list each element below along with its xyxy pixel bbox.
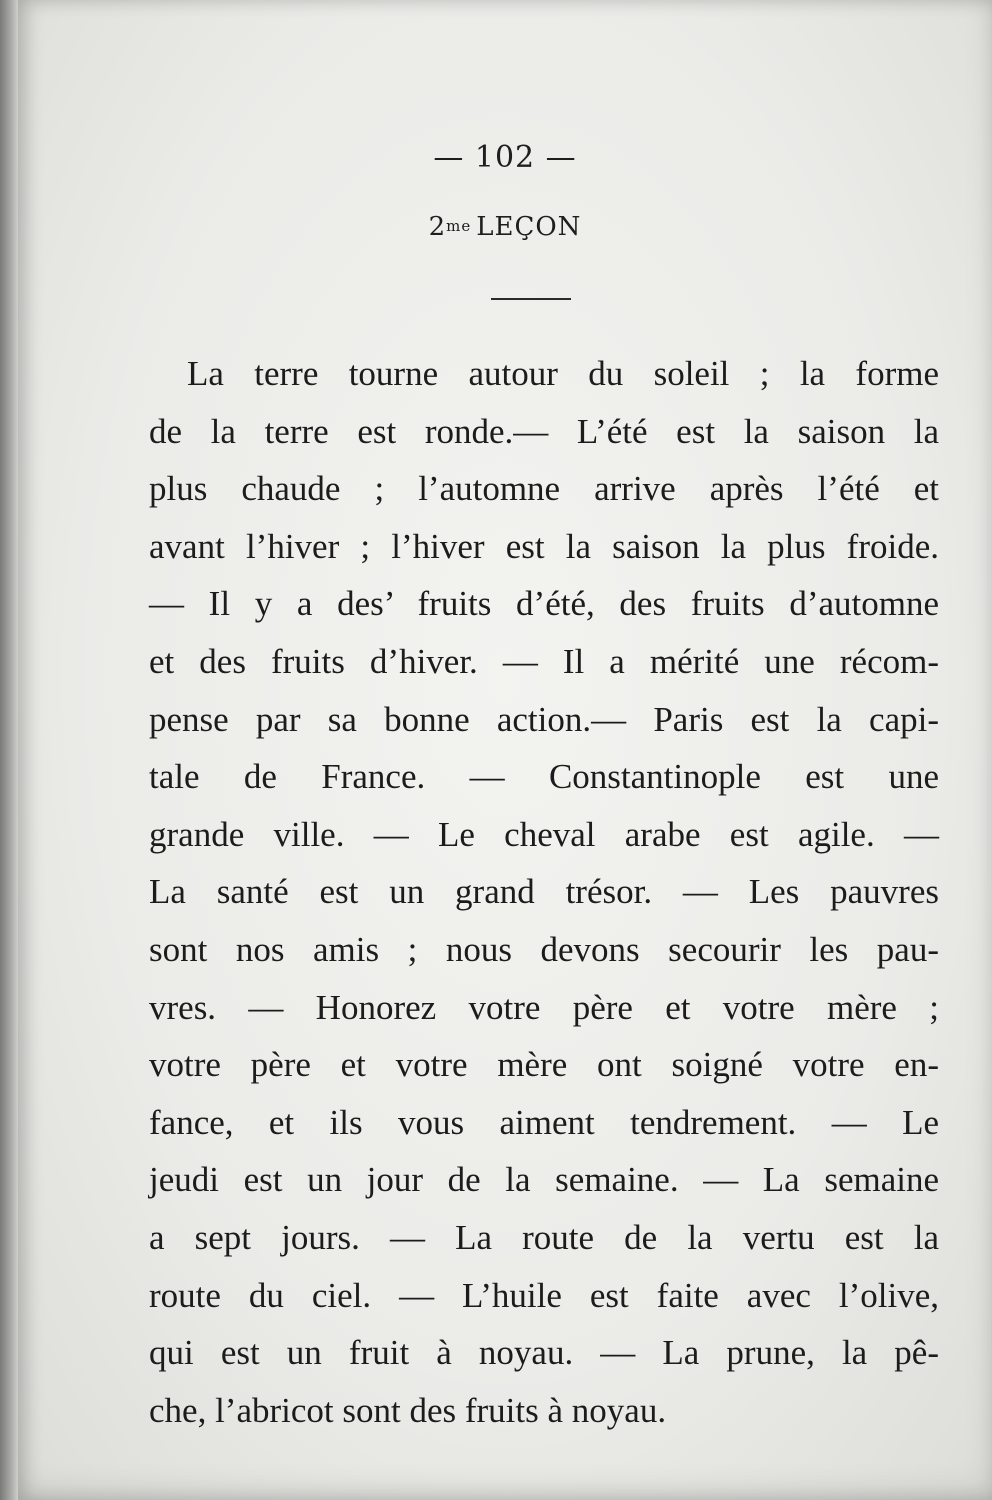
text-line: La santé est un grand trésor. — Les pauvres [149, 872, 939, 912]
page-number: — 102 — [433, 140, 577, 175]
lesson-ordinal: 2 [428, 212, 447, 242]
text-line: et des fruits d’hiver. — Il a mérité une récom- [149, 641, 939, 681]
text-line: tale de France. — Constantinople est une [149, 757, 939, 797]
text-line: a sept jours. — La route de la vertu est la [149, 1217, 939, 1257]
text-line: vres. — Honorez votre père et votre mère ; [149, 987, 939, 1027]
text-line: — Il y a des’ fruits d’été, des fruits d’automne [149, 584, 939, 624]
text-line: jeudi est un jour de la semaine. — La semaine [149, 1160, 939, 1200]
text-line: qui est un fruit à noyau. — La prune, la pê- [149, 1333, 939, 1373]
text-line: votre père et votre mère ont soigné votre en- [149, 1045, 939, 1085]
lesson-title: LEÇON [476, 212, 582, 242]
text-line: La terre tourne autour du soleil ; la forme [187, 354, 939, 393]
text-line: plus chaude ; l’automne arrive après l’été et [149, 469, 939, 509]
heading-divider [491, 298, 571, 300]
book-page [18, 0, 992, 1500]
lesson-ordinal-suffix: me [446, 217, 472, 235]
lesson-heading [18, 212, 992, 242]
text-line: pense par sa bonne action.— Paris est la capi- [149, 699, 939, 739]
book-binding-shadow [0, 0, 18, 1500]
text-line: fance, et ils vous aiment tendrement. — Le [149, 1102, 939, 1142]
text-line: grande ville. — Le cheval arabe est agile. — [149, 814, 939, 854]
text-line: route du ciel. — L’huile est faite avec l’olive, [149, 1275, 939, 1315]
lesson-paragraph [149, 345, 939, 1439]
text-line: sont nos amis ; nous devons secourir les pau- [149, 929, 939, 969]
text-line: avant l’hiver ; l’hiver est la saison la plus froide. [149, 526, 939, 566]
text-line: che, l’abricot sont des fruits à noyau. [149, 1390, 667, 1430]
text-line: de la terre est ronde.— L’été est la saison la [149, 411, 939, 451]
